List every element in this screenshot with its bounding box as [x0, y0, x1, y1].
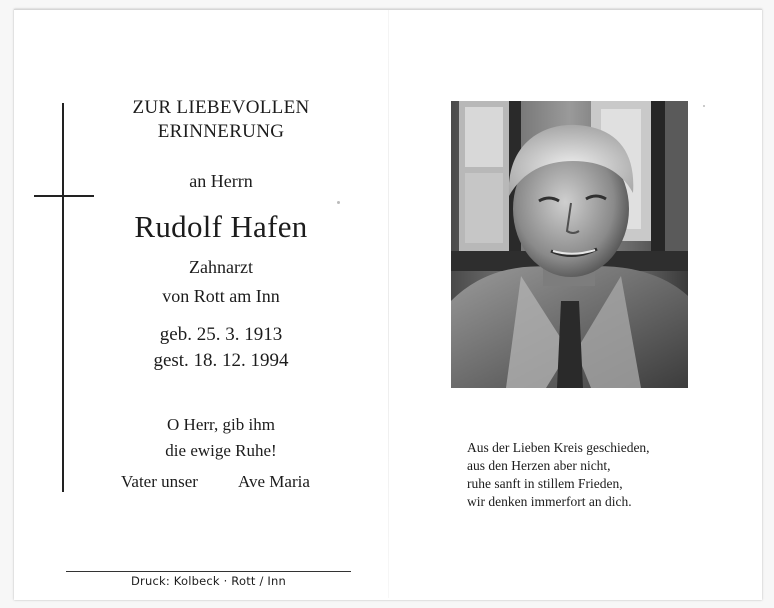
poem-line: ruhe sanft in stillem Frieden,	[467, 476, 623, 491]
origin: von Rott am Inn	[162, 286, 280, 306]
memorial-poem	[467, 439, 650, 511]
prayer-verse	[96, 412, 346, 464]
salutation: an Herrn	[189, 171, 253, 191]
dedication-line-2: ERINNERUNG	[157, 121, 285, 142]
portrait-photo	[451, 101, 688, 388]
portrait-photo-image	[451, 101, 688, 388]
cross-vertical-bar	[62, 103, 64, 492]
prayer-line-1: O Herr, gib ihm	[167, 415, 275, 434]
paper-speck	[703, 105, 705, 107]
prayer-ave-maria: Ave Maria	[238, 472, 310, 491]
printer-credit: Druck: Kolbeck · Rott / Inn	[131, 574, 286, 588]
poem-line: Aus der Lieben Kreis geschieden,	[467, 440, 650, 455]
card-fold	[388, 10, 389, 598]
profession: Zahnarzt	[189, 257, 253, 277]
printer-divider	[66, 571, 351, 572]
poem-line: aus den Herzen aber nicht,	[467, 458, 611, 473]
prayer-vater-unser: Vater unser	[121, 472, 198, 491]
dedication-heading	[96, 96, 346, 144]
death-date: gest. 18. 12. 1994	[153, 350, 289, 371]
birth-date: geb. 25. 3. 1913	[159, 324, 283, 345]
cross-horizontal-bar	[34, 195, 94, 197]
life-dates	[96, 322, 346, 374]
poem-line: wir denken immerfort an dich.	[467, 494, 632, 509]
paper-speck	[337, 201, 340, 204]
prayer-line-2: die ewige Ruhe!	[165, 441, 277, 460]
dedication-line-1: ZUR LIEBEVOLLEN	[132, 97, 310, 118]
deceased-name: Rudolf Hafen	[134, 209, 308, 244]
